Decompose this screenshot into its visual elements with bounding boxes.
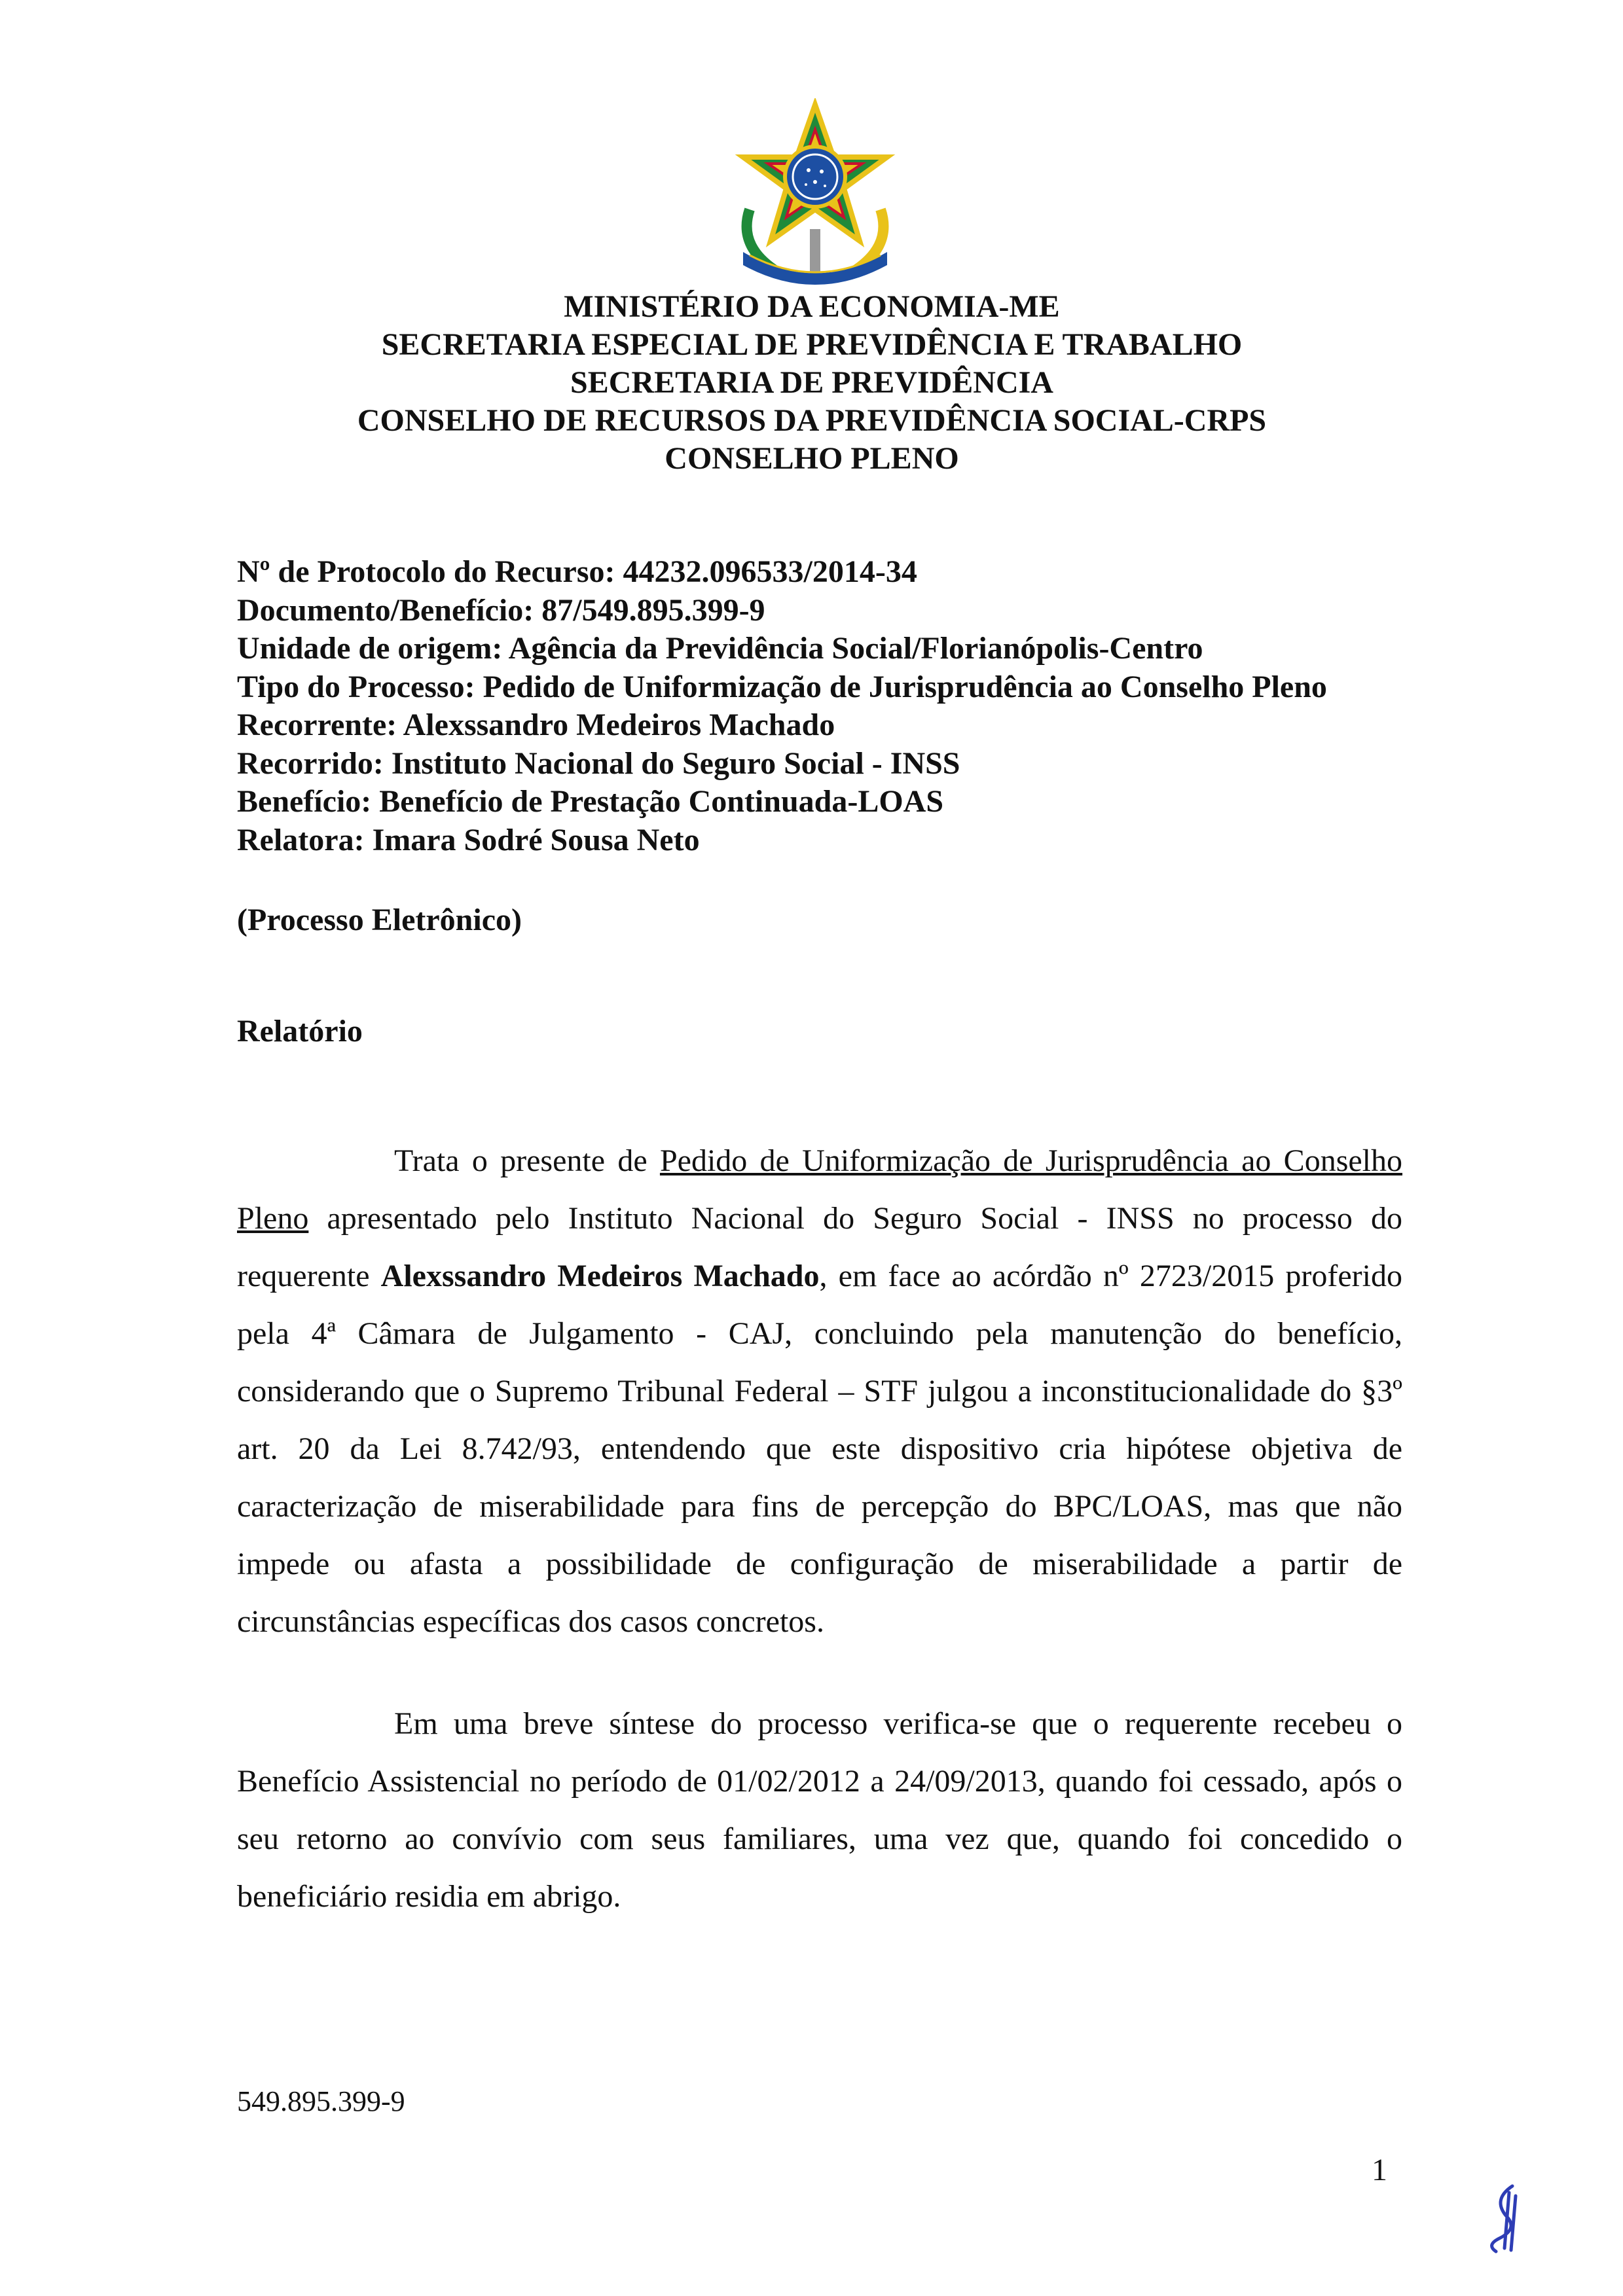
document-header	[157, 288, 1467, 478]
case-metadata	[237, 553, 1481, 859]
header-council: CONSELHO DE RECURSOS DA PREVIDÊNCIA SOCIAL-CRPS	[357, 403, 1267, 438]
meta-documento: Documento/Benefício: 87/549.895.399-9	[237, 592, 765, 628]
paragraph-1-middle: apresentado pelo Instituto Nacional do Seguro Social - INSS no processo do requerente	[237, 1201, 1402, 1293]
meta-relatora: Relatora: Imara Sodré Sousa Neto	[237, 822, 700, 857]
meta-unidade: Unidade de origem: Agência da Previdência Social/Florianópolis-Centro	[237, 631, 1203, 666]
header-plenary: CONSELHO PLENO	[665, 441, 959, 476]
header-secretariat: SECRETARIA DE PREVIDÊNCIA	[570, 365, 1053, 400]
paragraph-1-name: Alexssandro Medeiros Machado	[380, 1259, 820, 1293]
paragraph-1-subject: Pedido de Uniformização de Jurisprudência ao Conselho Pleno	[237, 1143, 1403, 1236]
meta-tipo: Tipo do Processo: Pedido de Uniformização de Jurisprudência ao Conselho Pleno	[237, 669, 1327, 704]
header-ministry: MINISTÉRIO DA ECONOMIA-ME	[564, 289, 1060, 324]
paragraph-1	[237, 1132, 1402, 1651]
meta-recorrido: Recorrido: Instituto Nacional do Seguro Social - INSS	[237, 745, 960, 781]
header-special-secretariat: SECRETARIA ESPECIAL DE PREVIDÊNCIA E TRABALHO	[381, 327, 1243, 362]
meta-protocolo: Nº de Protocolo do Recurso: 44232.096533/2014-34	[237, 554, 917, 589]
meta-beneficio: Benefício: Benefício de Prestação Continuada-LOAS	[237, 784, 944, 819]
section-title: Relatório	[237, 1014, 363, 1049]
meta-recorrente: Recorrente: Alexssandro Medeiros Machado	[237, 708, 835, 742]
paragraph-1-intro: Trata o presente de	[394, 1143, 660, 1178]
footer-benefit-number: 549.895.399-9	[237, 2085, 405, 2117]
process-tag: (Processo Eletrônico)	[237, 903, 522, 937]
signature-mark	[1480, 2179, 1532, 2258]
page-number: 1	[1372, 2153, 1387, 2187]
paragraph-1-rest: , em face ao acórdão nº 2723/2015 proferido pela 4ª Câmara de Julgamento - CAJ, concluindo pela manutenção do benefício, considerando que o Supremo Tribunal Federal – STF julgou a inconstitucionalidade do §3º art. 20 da Lei 8.742/93, entendendo que este dispositivo cria hipótese objetiva de caracterização de miserabilidade para fins de percepção do BPC/LOAS, mas que não impede ou afasta a possibilidade de configuração de miserabilidade a partir de circunstâncias específicas dos casos concretos.	[237, 1259, 1402, 1639]
paragraph-2: Em uma breve síntese do processo verifica-se que o requerente recebeu o Benefício Assistencial no período de 01/02/2012 a 24/09/2013, quando foi cessado, após o seu retorno ao convívio com seus familiares, uma vez que, quando foi concedido o beneficiário residia em abrigo.	[237, 1706, 1402, 1914]
brazil-coat-of-arms-icon	[723, 98, 907, 288]
